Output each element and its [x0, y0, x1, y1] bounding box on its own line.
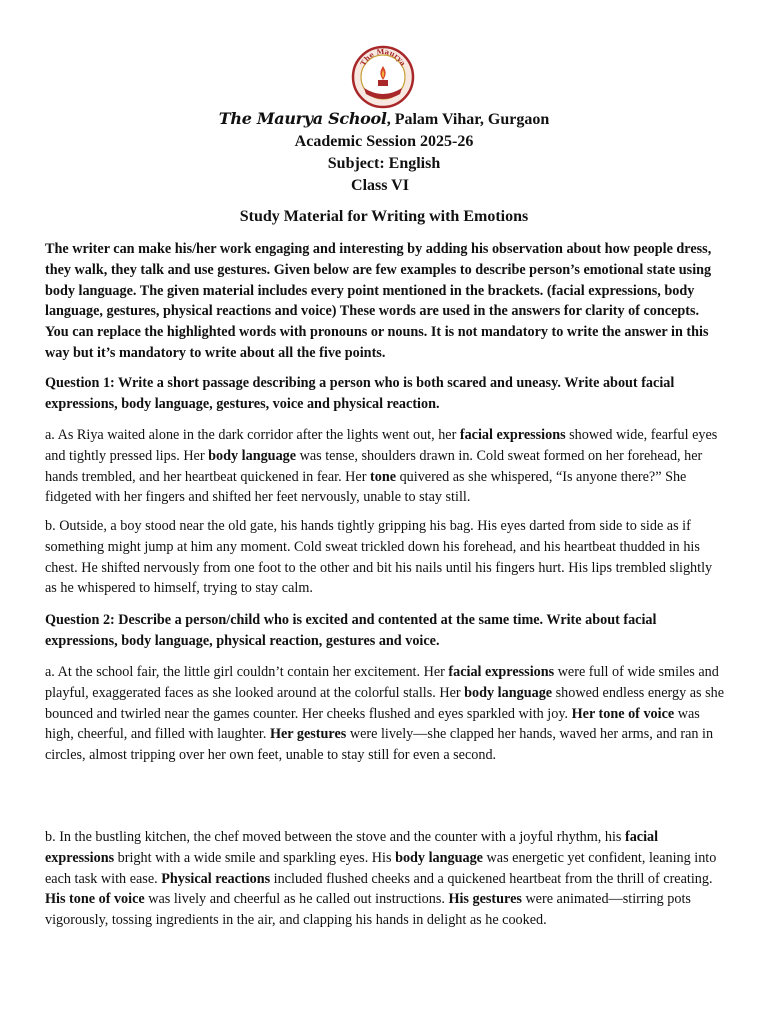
answer-text: was tense, shoulders drawn in. Cold sweat formed on her forehead, her hands trembled, and her heartbeat quickened in fear. Her [45, 447, 703, 485]
question-2: Question 2: Describe a person/child who is excited and contented at the same time. Write about facial expressions, body language, physical reaction, gestures and voice. [45, 612, 657, 649]
academic-session: Academic Session 2025-26 [294, 133, 474, 150]
highlight-tone-of-voice: His tone of voice [45, 891, 145, 908]
subject-line: Subject: English [327, 155, 441, 172]
answer-text: quivered as she whispered, “Is anyone there?” She fidgeted with her fingers and shifted her feet nervously, unable to stay still. [45, 468, 687, 506]
logo-book [378, 80, 388, 86]
school-line [0, 108, 768, 131]
answer-text: were full of wide smiles and playful, exaggerated faces as she looked around at the colorful stalls. Her [45, 664, 719, 701]
answer-text: a. At the school fair, the little girl couldn’t contain her excitement. Her [45, 664, 449, 680]
question-1: Question 1: Write a short passage describing a person who is both scared and uneasy. Write about facial expressions, body language, gestures, voice and physical reaction. [45, 375, 675, 412]
class-line: Class VI [351, 177, 409, 194]
highlight-facial-expressions: facial expressions [45, 829, 659, 866]
document-title: Study Material for Writing with Emotions [239, 208, 529, 225]
answer-text: were animated—stirring pots vigorously, tossing ingredients in the air, and clapping his hands in delight as he cooked. [45, 891, 691, 929]
highlight-body-language: body language [395, 849, 483, 866]
highlight-body-language: body language [464, 684, 553, 701]
highlight-tone-of-voice: Her tone of voice [571, 705, 675, 722]
question-1-answer-a [45, 425, 725, 508]
answer-text: showed endless energy as she bounced and twirled near the games counter. Her cheeks flushed and eyes sparkled with joy. [45, 684, 725, 722]
answer-text: was energetic yet confident, leaning into each task with ease. [45, 849, 717, 887]
logo-text: The Maurya [358, 46, 408, 68]
highlight-body-language: body language [208, 447, 297, 464]
answer-text: included flushed cheeks and a quickened heartbeat from the thrill of creating. [270, 870, 713, 887]
highlight-facial-expressions: facial expressions [448, 664, 555, 680]
answer-text: a. As Riya waited alone in the dark corridor after the lights went out, her [45, 427, 460, 443]
answer-text: were lively—she clapped her hands, waved her arms, and ran in circles, almost tripping over her own feet, unable to stay still for even a second. [45, 726, 714, 764]
highlight-gestures: Her gestures [269, 726, 347, 743]
answer-text: was high, cheerful, and filled with laughter. [45, 705, 700, 743]
school-name: The Maurya School [218, 109, 387, 128]
question-2-answer-b [45, 827, 725, 931]
highlight-tone: tone [370, 468, 397, 485]
highlight-physical-reactions: Physical reactions [161, 870, 271, 887]
answer-text: bright with a wide smile and sparkling eyes. His [114, 849, 396, 866]
document-header [0, 108, 768, 197]
intro-paragraph: The writer can make his/her work engaging and interesting by adding his observation about how people dress, they walk, they talk and use gestures. Given below are few examples to describe person’s emotional state using body language. The given material includes every point mentioned in the brackets. (facial expressions, body language, gestures, physical reactions and voice) These words are used in the answers for clarity of concepts. You can replace the highlighted words with pronouns or nouns. It is not mandatory to write the answer in this way but it’s mandatory to write about all the five points. [45, 241, 712, 361]
school-logo [350, 44, 416, 110]
highlight-gestures: His gestures [448, 891, 522, 908]
answer-text: showed wide, fearful eyes and tightly pressed lips. Her [45, 427, 718, 464]
question-2-answer-a [45, 662, 725, 766]
highlight-facial-expressions: facial expressions [459, 427, 566, 443]
question-1-answer-b: b. Outside, a boy stood near the old gate, his hands tightly gripping his bag. His eyes darted from side to side as if something might jump at him any moment. Cold sweat trickled down his forehead, and his heartbeat thudded in his chest. He shifted nervously from one foot to the other and bit his nails until his fingers hurt. His lips trembled slightly as he whispered to himself, trying to stay calm. [45, 518, 713, 597]
school-location: , Palam Vihar, Gurgaon [386, 111, 550, 128]
answer-text: was lively and cheerful as he called out instructions. [144, 891, 449, 908]
answer-text: b. In the bustling kitchen, the chef moved between the stove and the counter with a joyful rhythm, his [45, 829, 625, 845]
